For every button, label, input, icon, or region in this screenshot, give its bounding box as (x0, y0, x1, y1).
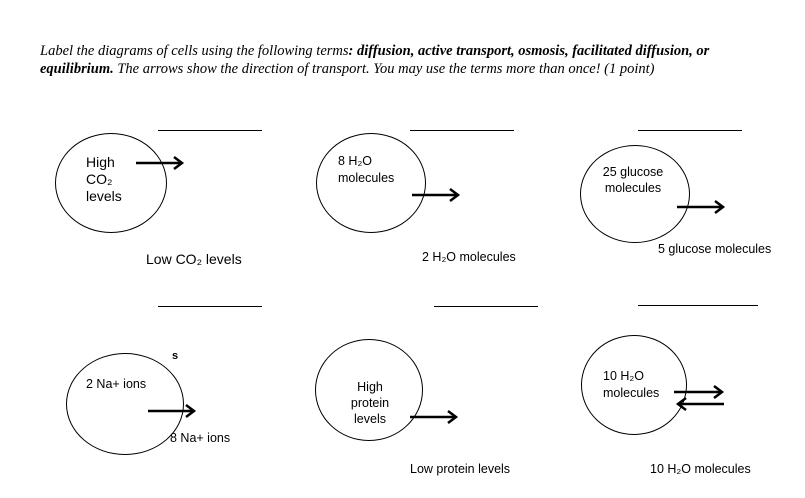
instructions-terms: : diffusion, active transport, osmosis, facilitated diffusion, or equilibrium. (40, 43, 710, 77)
stray-mark: s (172, 350, 179, 362)
cell-1-inside-line-2: CO₂ (86, 171, 113, 187)
instructions-lead: Label the diagrams of cells using the following terms (40, 43, 349, 59)
cell-2-inside-line-2: molecules (338, 171, 395, 185)
answer-blank-6[interactable] (638, 305, 758, 306)
arrow-right-icon (410, 187, 462, 203)
cell-5-inside-line-3: levels (354, 412, 386, 426)
cell-5-inside-line-2: protein (350, 396, 390, 410)
cell-3-outside-label: 5 glucose molecules (658, 242, 772, 256)
double-arrow-icon (672, 384, 728, 412)
cell-1-inside-line-3: levels (86, 188, 122, 204)
cell-1-outside-label: Low CO₂ levels (146, 251, 242, 267)
instructions-tail: The arrows show the direction of transport. You may use the terms more than once! (1 point) (113, 60, 655, 77)
cell-2-outside-label: 2 H₂O molecules (422, 250, 516, 264)
cell-6-inside-line-2: molecules (603, 386, 660, 400)
cell-6-inside-line-1: 10 H₂O (603, 369, 644, 383)
arrow-right-icon (408, 409, 460, 425)
cell-5-inside-line-1: High (357, 380, 383, 394)
cell-2-inside-line-1: 8 H₂O (338, 154, 373, 168)
arrow-right-icon (146, 403, 198, 419)
cell-5-outside-label: Low protein levels (410, 462, 511, 476)
answer-blank-5[interactable] (434, 306, 538, 307)
answer-blank-3[interactable] (638, 130, 742, 131)
answer-blank-2[interactable] (410, 130, 514, 131)
arrow-right-icon (675, 199, 727, 215)
cell-6-outside-label: 10 H₂O molecules (650, 462, 751, 476)
cell-3-inside-line-1: 25 glucose (602, 165, 664, 179)
cell-3-inside-line-2: molecules (604, 181, 662, 195)
arrow-right-icon (134, 155, 186, 171)
cell-1-inside-line-1: High (86, 154, 115, 170)
cell-4-outside-label: 8 Na+ ions (170, 431, 231, 445)
cell-4-inside-line-1: 2 Na+ ions (86, 377, 147, 391)
answer-blank-1[interactable] (158, 130, 262, 131)
instructions (40, 43, 770, 78)
answer-blank-4[interactable] (158, 306, 262, 307)
